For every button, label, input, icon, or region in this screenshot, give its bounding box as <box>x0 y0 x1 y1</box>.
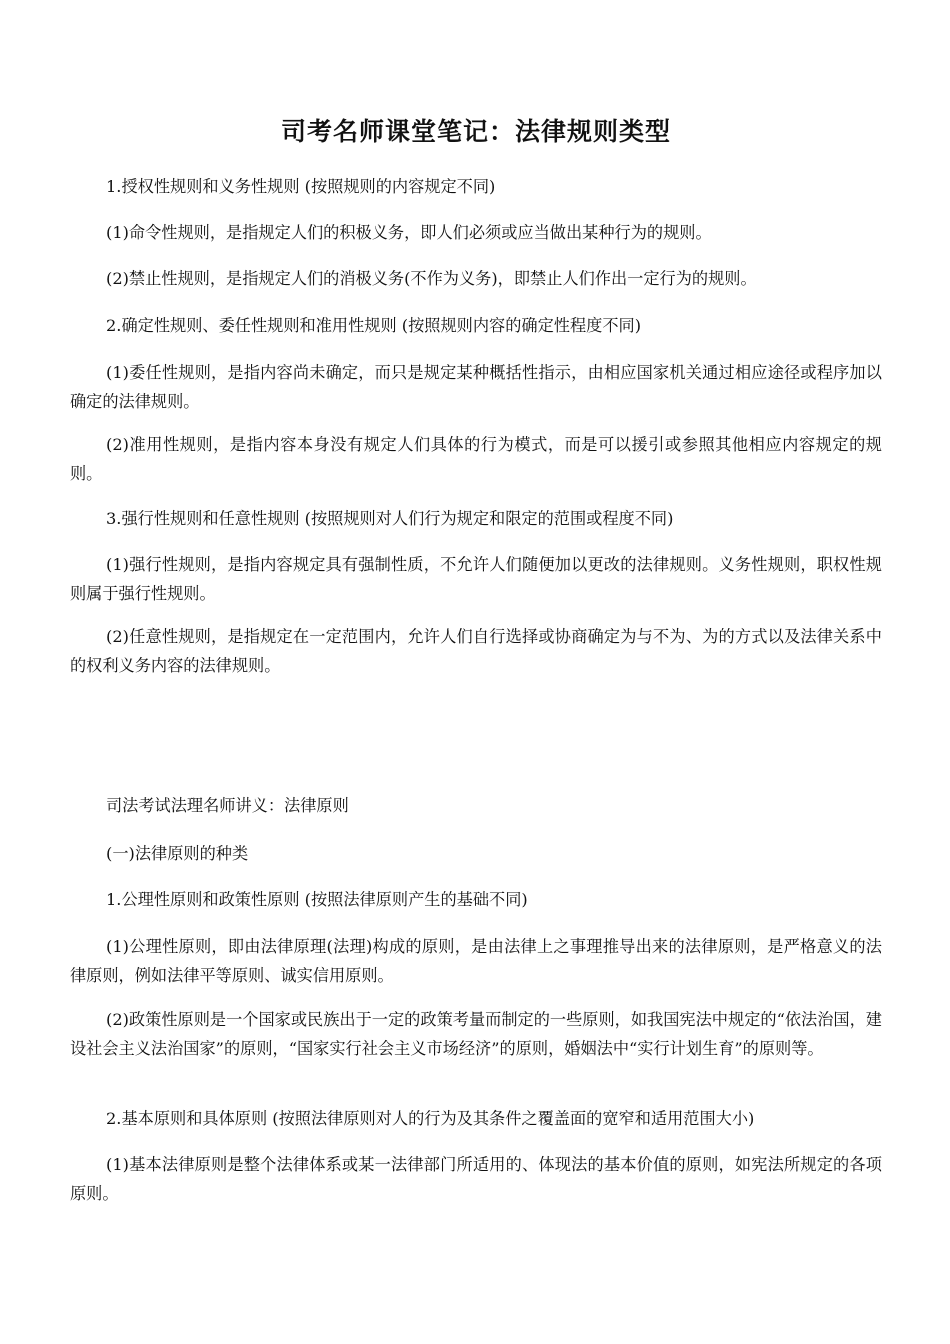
heading-rule-type-3: 3.强行性规则和任意性规则 (按照规则对人们行为规定和限定的范围或程度不同) <box>106 509 674 528</box>
heading-principle-kinds: (一)法律原则的种类 <box>106 844 249 863</box>
heading-rule-type-1: 1.授权性规则和义务性规则 (按照规则的内容规定不同) <box>106 177 496 196</box>
paragraph-prohibitive-rule: (2)禁止性规则，是指规定人们的消极义务(不作为义务)，即禁止人们作出一定行为的规则。 <box>106 269 757 288</box>
paragraph-compulsory-rule: (1)强行性规则，是指内容规定具有强制性质，不允许人们随便加以更改的法律规则。义务性规则，职权性规则属于强行性规则。 <box>70 555 882 603</box>
heading-principle-type-2: 2.基本原则和具体原则 (按照法律原则对人的行为及其条件之覆盖面的宽窄和适用范围大小) <box>106 1109 755 1128</box>
heading-principle-type-1: 1.公理性原则和政策性原则 (按照法律原则产生的基础不同) <box>106 890 528 909</box>
paragraph-policy-principle: (2)政策性原则是一个国家或民族出于一定的政策考量而制定的一些原则，如我国宪法中规定的“依法治国，建设社会主义法治国家”的原则，“国家实行社会主义市场经济”的原则，婚姻法中“实行计划生育”的原则等。 <box>70 1010 882 1058</box>
paragraph-referential-rule: (2)准用性规则，是指内容本身没有规定人们具体的行为模式，而是可以援引或参照其他相应内容规定的规则。 <box>70 435 882 483</box>
document-title: 司考名师课堂笔记：法律规则类型 <box>280 117 671 146</box>
paragraph-basic-principle: (1)基本法律原则是整个法律体系或某一法律部门所适用的、体现法的基本价值的原则，如宪法所规定的各项原则。 <box>70 1155 882 1203</box>
heading-lecture-principles: 司法考试法理名师讲义：法律原则 <box>106 796 349 815</box>
paragraph-optional-rule: (2)任意性规则，是指规定在一定范围内，允许人们自行选择或协商确定为与不为、为的方式以及法律关系中的权利义务内容的法律规则。 <box>70 627 882 675</box>
paragraph-mandatory-rule: (1)命令性规则，是指规定人们的积极义务，即人们必须或应当做出某种行为的规则。 <box>106 223 712 242</box>
paragraph-delegated-rule: (1)委任性规则，是指内容尚未确定，而只是规定某种概括性指示，由相应国家机关通过相应途径或程序加以确定的法律规则。 <box>70 363 882 411</box>
paragraph-axiomatic-principle: (1)公理性原则，即由法律原理(法理)构成的原则，是由法律上之事理推导出来的法律原则，是严格意义的法律原则，例如法律平等原则、诚实信用原则。 <box>70 937 882 985</box>
heading-rule-type-2: 2.确定性规则、委任性规则和准用性规则 (按照规则内容的确定性程度不同) <box>106 316 642 335</box>
